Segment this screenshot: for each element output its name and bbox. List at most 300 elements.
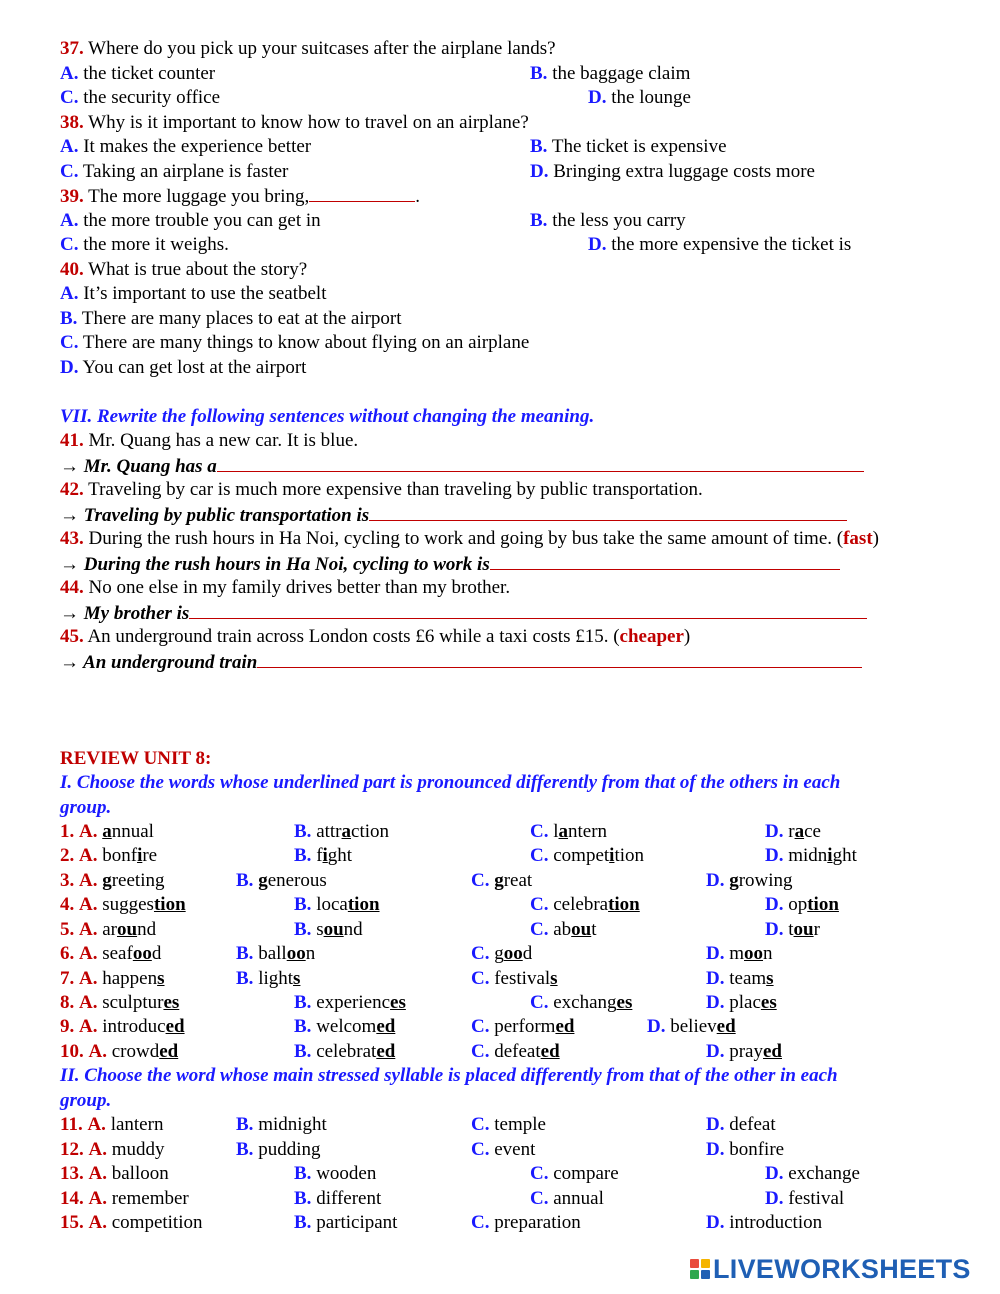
text: t (591, 919, 597, 940)
pron-option[interactable] (471, 1041, 560, 1062)
text: A. (79, 992, 98, 1013)
answer-blank[interactable] (257, 650, 862, 668)
text: B. (294, 1163, 312, 1184)
rewrite-45: → An underground train (60, 650, 862, 675)
underlined-part: s (293, 968, 301, 989)
option (236, 1138, 320, 1162)
pron-row-4 (60, 893, 186, 917)
text: A. (79, 1016, 98, 1037)
pron-option[interactable] (294, 1041, 395, 1062)
text: B. (236, 968, 254, 989)
option (530, 844, 644, 868)
text: C. (530, 821, 549, 842)
underlined-part: ed (555, 1016, 575, 1037)
underlined-part: oo (744, 943, 764, 964)
underlined-part: ed (716, 1016, 736, 1037)
option: B. the baggage claim (530, 63, 691, 84)
stress-option[interactable] (294, 1188, 381, 1209)
option (471, 942, 532, 966)
pron-option[interactable] (294, 894, 380, 915)
text: bonfire (729, 1139, 785, 1160)
underlined-part: es (616, 992, 633, 1013)
text: D. (765, 1163, 784, 1184)
stress-row-12 (60, 1138, 165, 1162)
pron-option[interactable] (471, 968, 558, 989)
text: D. (706, 1139, 725, 1160)
text: A. (88, 1163, 107, 1184)
underlined-part: tion (608, 894, 640, 915)
section-ii-heading-cont: group. (60, 1090, 112, 1111)
underlined-part: a (558, 821, 569, 842)
text: C. (530, 1188, 549, 1209)
text: ght (327, 845, 353, 866)
rewrite-43: → During the rush hours in Ha Noi, cycling to work is (60, 552, 840, 577)
underlined-part: i (827, 845, 833, 866)
text: B. (294, 1041, 312, 1062)
text: A. (88, 1139, 107, 1160)
rewrite-41: → Mr. Quang has a (60, 454, 864, 479)
stress-option[interactable] (706, 1212, 822, 1233)
stress-option[interactable] (530, 1163, 619, 1184)
section-ii-heading: II. Choose the word whose main stressed syllable is placed differently from that of the other in each (60, 1065, 838, 1086)
stress-option[interactable] (706, 1139, 784, 1160)
option (294, 893, 380, 917)
underlined-part: g (729, 870, 739, 891)
text: A. (87, 1114, 106, 1135)
text: 5. (60, 919, 75, 940)
underlined-part: g (258, 870, 268, 891)
text: 8. (60, 992, 75, 1013)
text: attr (316, 821, 342, 842)
pron-option[interactable] (647, 1016, 736, 1037)
pron-row-7 (60, 967, 165, 991)
text: exchange (788, 1163, 860, 1184)
stress-option[interactable] (89, 1163, 169, 1184)
underlined-part: ou (117, 919, 138, 940)
pron-option[interactable] (294, 992, 406, 1013)
text: r (813, 919, 820, 940)
text: B. (294, 1212, 312, 1233)
text: B. (294, 894, 312, 915)
option (294, 1040, 395, 1064)
stress-option[interactable] (765, 1188, 844, 1209)
text: festival (494, 968, 551, 989)
pron-row-6 (60, 942, 161, 966)
pron-option[interactable] (706, 992, 777, 1013)
option (530, 918, 597, 942)
option: B. There are many places to eat at the airport (60, 308, 402, 329)
question-41: 41. Mr. Quang has a new car. It is blue. (60, 430, 359, 451)
option (530, 820, 607, 844)
text: B. (236, 1139, 254, 1160)
underlined-part: es (760, 992, 777, 1013)
text: C. (471, 1139, 490, 1160)
text: D. (706, 1212, 725, 1233)
text: D. (706, 968, 725, 989)
stress-row-11 (60, 1113, 163, 1137)
text: competition (111, 1212, 203, 1233)
text: 13. (60, 1163, 84, 1184)
option (471, 869, 532, 893)
pron-option[interactable] (79, 894, 186, 915)
option (706, 991, 777, 1015)
text: midn (788, 845, 828, 866)
text: nnual (111, 821, 154, 842)
text: A. (79, 919, 98, 940)
text: lantern (110, 1114, 164, 1135)
text: A. (79, 968, 98, 989)
text: A. (79, 845, 98, 866)
text: believ (670, 1016, 717, 1037)
underlined-part: ed (763, 1041, 782, 1062)
text: compet (553, 845, 610, 866)
pron-option[interactable] (706, 968, 774, 989)
stress-option[interactable] (87, 1114, 163, 1135)
option (294, 1162, 376, 1186)
pron-option[interactable] (79, 943, 161, 964)
text: sugges (102, 894, 154, 915)
option: D. the more expensive the ticket is (588, 234, 852, 255)
text: ar (102, 919, 117, 940)
option (765, 893, 839, 917)
text: D. (765, 894, 784, 915)
stress-option[interactable] (89, 1139, 165, 1160)
stress-option[interactable] (294, 1163, 376, 1184)
option: C. Taking an airplane is faster (60, 161, 289, 182)
text: ce (804, 821, 821, 842)
rewrite-42: → Traveling by public transportation is (60, 503, 847, 528)
text: B. (236, 943, 254, 964)
option: C. There are many things to know about flying on an airplane (60, 332, 530, 353)
text: participant (316, 1212, 398, 1233)
option (530, 1162, 619, 1186)
text: r (788, 821, 795, 842)
underlined-part: ed (165, 1016, 185, 1037)
logo-text: LIVEWORKSHEETS (713, 1253, 971, 1284)
pron-row-5 (60, 918, 156, 942)
text: A. (79, 943, 98, 964)
text: event (494, 1139, 536, 1160)
option (706, 1138, 784, 1162)
text: A. (88, 1212, 107, 1233)
text: 2. (60, 845, 75, 866)
question-37: 37. Where do you pick up your suitcases after the airplane lands? (60, 38, 556, 59)
text: reat (503, 870, 533, 891)
stress-option[interactable] (530, 1188, 604, 1209)
pron-option[interactable] (471, 1016, 574, 1037)
pron-option[interactable] (706, 870, 793, 891)
answer-blank[interactable] (189, 601, 867, 619)
option (706, 1113, 776, 1137)
text: loca (316, 894, 348, 915)
pron-row-1 (60, 820, 154, 844)
text: 11. (60, 1114, 83, 1135)
question-44: 44. No one else in my family drives better than my brother. (60, 577, 511, 598)
option (294, 820, 389, 844)
stress-option[interactable] (294, 1212, 397, 1233)
text: seaf (102, 943, 133, 964)
underlined-part: a (341, 821, 352, 842)
stress-option[interactable] (471, 1212, 581, 1233)
pron-option[interactable] (236, 968, 300, 989)
text: B. (294, 1016, 312, 1037)
liveworksheets-logo (690, 1254, 971, 1284)
pron-option[interactable] (530, 894, 640, 915)
text: 10. (60, 1041, 84, 1062)
option (294, 1211, 397, 1235)
stress-option[interactable] (89, 1212, 203, 1233)
stress-row-14 (60, 1187, 189, 1211)
text: A. (79, 821, 98, 842)
pron-option[interactable] (89, 1041, 179, 1062)
pron-row-3 (60, 869, 165, 893)
section-i-heading-cont: group. (60, 797, 112, 818)
pron-option[interactable] (471, 870, 532, 891)
pron-option[interactable] (765, 919, 820, 940)
pron-option[interactable] (530, 845, 644, 866)
text: d (151, 943, 162, 964)
text: f (316, 845, 323, 866)
underlined-part: s (550, 968, 558, 989)
underlined-part: ou (793, 919, 814, 940)
pron-option[interactable] (471, 943, 532, 964)
text: D. (706, 992, 725, 1013)
option: C. the more it weighs. (60, 234, 229, 255)
text: defeat (729, 1114, 776, 1135)
answer-blank[interactable] (490, 552, 840, 570)
option (530, 991, 632, 1015)
option (765, 918, 820, 942)
underlined-part: oo (503, 943, 523, 964)
option (471, 967, 558, 991)
pron-option[interactable] (79, 1016, 185, 1037)
text: C. (471, 1016, 490, 1037)
text: happen (102, 968, 158, 989)
text: welcom (316, 1016, 377, 1037)
stress-option[interactable] (236, 1114, 327, 1135)
underlined-part: oo (286, 943, 306, 964)
text: op (788, 894, 808, 915)
pron-option[interactable] (530, 821, 607, 842)
pron-option[interactable] (236, 943, 315, 964)
text: n (763, 943, 773, 964)
option: A. It makes the experience better (60, 136, 312, 157)
pron-option[interactable] (294, 845, 352, 866)
pron-option[interactable] (530, 919, 597, 940)
option: C. the security office (60, 87, 221, 108)
text: wooden (316, 1163, 377, 1184)
text: 4. (60, 894, 75, 915)
text: defeat (494, 1041, 541, 1062)
logo-icon (690, 1259, 710, 1279)
stress-option[interactable] (765, 1163, 860, 1184)
text: B. (294, 992, 312, 1013)
text: D. (706, 1114, 725, 1135)
stress-row-13 (60, 1162, 169, 1186)
text: 7. (60, 968, 75, 989)
text: D. (765, 845, 784, 866)
option: D. the lounge (588, 87, 691, 108)
text: exchang (553, 992, 617, 1013)
option (765, 1162, 860, 1186)
underlined-part: i (609, 845, 615, 866)
section-vii-heading: VII. Rewrite the following sentences without changing the meaning. (60, 406, 595, 427)
text: C. (530, 919, 549, 940)
pron-row-2 (60, 844, 157, 868)
text: team (729, 968, 767, 989)
text: sculptur (102, 992, 164, 1013)
text: ntern (568, 821, 608, 842)
review-unit-title: REVIEW UNIT 8: (60, 748, 212, 769)
text: different (316, 1188, 382, 1209)
text: celebra (553, 894, 609, 915)
underlined-part: ou (323, 919, 344, 940)
text: n (305, 943, 316, 964)
text: 6. (60, 943, 75, 964)
text: D. (706, 1041, 725, 1062)
underlined-part: g (102, 870, 112, 891)
text: 1. (60, 821, 75, 842)
stress-option[interactable] (471, 1114, 546, 1135)
text: B. (294, 919, 312, 940)
pron-option[interactable] (79, 845, 157, 866)
underlined-part: tion (807, 894, 839, 915)
text: 12. (60, 1139, 84, 1160)
option: D. Bringing extra luggage costs more (530, 161, 815, 182)
stress-option[interactable] (89, 1188, 189, 1209)
stress-option[interactable] (471, 1139, 535, 1160)
rewrite-44: → My brother is (60, 601, 867, 626)
answer-blank[interactable] (369, 503, 847, 521)
option (471, 1211, 581, 1235)
pron-option[interactable] (294, 1016, 395, 1037)
underlined-part: es (390, 992, 406, 1013)
pron-option[interactable] (79, 968, 165, 989)
underlined-part: s (157, 968, 165, 989)
question-45: 45. An underground train across London costs £6 while a taxi costs £15. (cheaper) (60, 626, 691, 647)
pron-option[interactable] (79, 919, 156, 940)
pron-option[interactable] (294, 919, 363, 940)
text: s (316, 919, 324, 940)
text: enerous (267, 870, 327, 891)
text: rowing (738, 870, 793, 891)
text: t (788, 919, 794, 940)
option (706, 942, 773, 966)
pron-option[interactable] (765, 894, 839, 915)
text: D. (765, 821, 784, 842)
text: muddy (111, 1139, 165, 1160)
text: bonf (102, 845, 138, 866)
pron-option[interactable] (79, 870, 165, 891)
option (236, 869, 327, 893)
text: temple (494, 1114, 546, 1135)
underlined-part: tion (347, 894, 380, 915)
option (471, 1040, 560, 1064)
text: C. (530, 894, 549, 915)
pron-option[interactable] (79, 992, 179, 1013)
option (294, 918, 363, 942)
option (294, 991, 406, 1015)
answer-blank[interactable] (309, 184, 415, 202)
pron-option[interactable] (706, 943, 773, 964)
text: A. (88, 1041, 107, 1062)
text: experienc (316, 992, 391, 1013)
pron-option[interactable] (765, 845, 857, 866)
text: C. (530, 845, 549, 866)
text: C. (471, 943, 490, 964)
option (294, 844, 352, 868)
option (471, 1015, 574, 1039)
option: B. the less you carry (530, 210, 686, 231)
stress-option[interactable] (706, 1114, 776, 1135)
text: A. (79, 870, 98, 891)
stress-option[interactable] (236, 1139, 320, 1160)
pron-option[interactable] (79, 821, 154, 842)
text: nd (137, 919, 157, 940)
text: B. (294, 845, 312, 866)
section-i-heading: I. Choose the words whose underlined part is pronounced differently from that of the others in each (60, 772, 841, 793)
text: l (553, 821, 559, 842)
pron-row-8 (60, 991, 179, 1015)
pron-option[interactable] (706, 1041, 782, 1062)
underlined-part: s (766, 968, 774, 989)
option: D. You can get lost at the airport (60, 357, 307, 378)
text: D. (706, 943, 725, 964)
pron-option[interactable] (765, 821, 821, 842)
text: plac (729, 992, 761, 1013)
option (647, 1015, 736, 1039)
text: D. (706, 870, 725, 891)
text: C. (471, 870, 490, 891)
text: ball (258, 943, 287, 964)
question-38: 38. Why is it important to know how to travel on an airplane? (60, 112, 529, 133)
underlined-part: es (163, 992, 180, 1013)
text: D. (765, 1188, 784, 1209)
pron-option[interactable] (530, 992, 632, 1013)
answer-blank[interactable] (217, 454, 864, 472)
text: nd (343, 919, 363, 940)
text: d (522, 943, 533, 964)
text: 14. (60, 1188, 84, 1209)
option (294, 1015, 395, 1039)
question-42: 42. Traveling by car is much more expensive than traveling by public transportation. (60, 479, 703, 500)
underlined-part: ed (540, 1041, 560, 1062)
text: C. (471, 1041, 490, 1062)
option: B. The ticket is expensive (530, 136, 727, 157)
underlined-part: ed (376, 1016, 396, 1037)
option (471, 1113, 546, 1137)
text: D. (647, 1016, 666, 1037)
option (294, 1187, 381, 1211)
text: re (142, 845, 158, 866)
pron-option[interactable] (236, 870, 327, 891)
text: A. (88, 1188, 107, 1209)
option (236, 942, 315, 966)
stress-row-15 (60, 1211, 203, 1235)
option (765, 820, 821, 844)
question-40: 40. What is true about the story? (60, 259, 308, 280)
text: g (494, 943, 504, 964)
option (706, 869, 793, 893)
option (236, 967, 300, 991)
text: B. (236, 1114, 254, 1135)
pron-option[interactable] (294, 821, 389, 842)
text: remember (111, 1188, 189, 1209)
option (706, 1211, 822, 1235)
text: balloon (111, 1163, 169, 1184)
text: introduc (102, 1016, 166, 1037)
underlined-part: i (322, 845, 328, 866)
